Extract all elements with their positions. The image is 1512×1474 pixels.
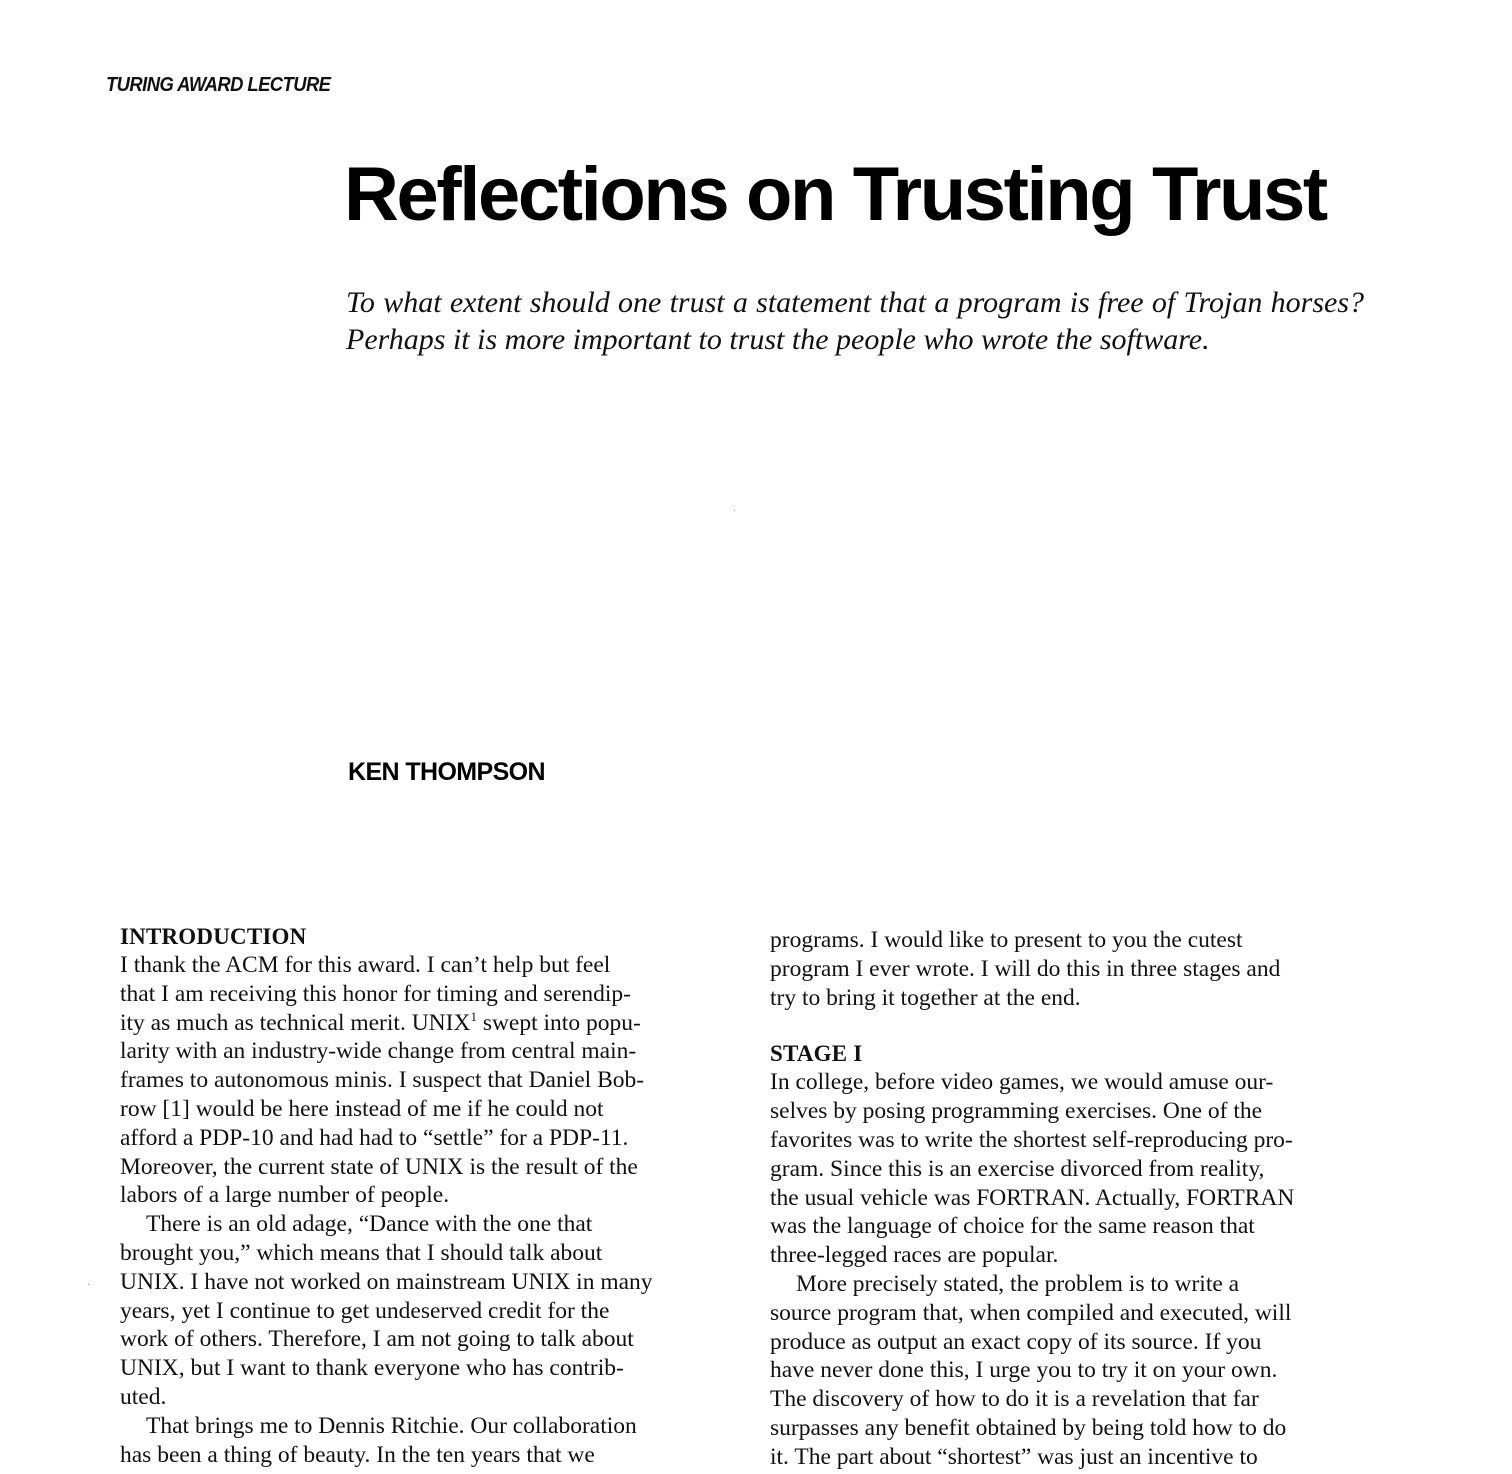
intro-paragraph-1 bbox=[120, 951, 730, 1210]
intro-paragraph-3 bbox=[120, 1412, 730, 1470]
text-line: gram. Since this is an exercise divorced from reality, bbox=[770, 1155, 1265, 1182]
text-line: programs. I would like to present to you the cutest bbox=[770, 927, 1243, 953]
text-line: The discovery of how to do it is a revelation that far bbox=[770, 1386, 1259, 1413]
text-line: afford a PDP-10 and had had to “settle” for a PDP-11. bbox=[120, 1124, 629, 1151]
text-line: labors of a large number of people. bbox=[120, 1182, 450, 1209]
text-line: That brings me to Dennis Ritchie. Our collaboration bbox=[146, 1412, 637, 1439]
text-line: row [1] would be here instead of me if he could not bbox=[120, 1095, 604, 1122]
text-line: uted. bbox=[120, 1383, 167, 1410]
text-line: Moreover, the current state of UNIX is the result of the bbox=[120, 1153, 638, 1180]
text-line: try to bring it together at the end. bbox=[770, 984, 1081, 1011]
article-deck: To what extent should one trust a statement that a program is free of Trojan horses? Perhaps it is more important to trust the people who wrote the software. bbox=[346, 286, 1364, 356]
text-line: UNIX, but I want to thank everyone who has contrib- bbox=[120, 1355, 624, 1382]
text-line: favorites was to write the shortest self-reproducing pro- bbox=[770, 1126, 1293, 1153]
intro-paragraph-2 bbox=[120, 1210, 730, 1412]
text-fragment: swept into popu- bbox=[476, 1009, 641, 1036]
text-line: has been a thing of beauty. In the ten years that we bbox=[120, 1441, 595, 1468]
text-line: that I am receiving this honor for timing and serendip- bbox=[120, 980, 631, 1007]
footnote-marker: 1 bbox=[470, 1008, 477, 1024]
text-line: source program that, when compiled and executed, will bbox=[770, 1299, 1292, 1326]
text-line: There is an old adage, “Dance with the one that bbox=[146, 1211, 593, 1238]
text-line: larity with an industry-wide change from central main- bbox=[120, 1038, 637, 1065]
intro-heading: INTRODUCTION bbox=[120, 924, 307, 949]
text-line: was the language of choice for the same reason that bbox=[770, 1213, 1255, 1240]
text-line: More precisely stated, the problem is to write a bbox=[796, 1270, 1240, 1297]
scan-speck bbox=[88, 1284, 89, 1285]
article-title: Reflections on Trusting Trust bbox=[344, 152, 1326, 237]
stage-1-heading: STAGE I bbox=[770, 1041, 863, 1067]
text-line: years, yet I continue to get undeserved credit for the bbox=[120, 1297, 610, 1324]
text-line: the usual vehicle was FORTRAN. Actually, FORTRAN bbox=[770, 1184, 1295, 1211]
text-line: three-legged races are popular. bbox=[770, 1242, 1059, 1269]
text-line: brought you,” which means that I should talk about bbox=[120, 1239, 603, 1266]
stage-1-paragraph-1 bbox=[770, 1068, 1380, 1270]
intro-continuation bbox=[770, 926, 1380, 1012]
text-line: frames to autonomous minis. I suspect that Daniel Bob- bbox=[120, 1067, 645, 1094]
text-fragment: ity as much as technical merit. UNIX bbox=[120, 1009, 471, 1036]
text-line: work of others. Therefore, I am not going to talk about bbox=[120, 1326, 634, 1353]
text-line: I thank the ACM for this award. I can’t help but feel bbox=[120, 952, 611, 978]
section-label: TURING AWARD LECTURE bbox=[106, 74, 331, 96]
right-column bbox=[770, 926, 1380, 1472]
section-gap bbox=[770, 1012, 1380, 1039]
text-line: it. The part about “shortest” was just an incentive to bbox=[770, 1443, 1258, 1470]
text-line: surpasses any benefit obtained by being told how to do bbox=[770, 1414, 1287, 1441]
author-name: KEN THOMPSON bbox=[348, 758, 545, 786]
text-line: program I ever wrote. I will do this in three stages and bbox=[770, 955, 1281, 982]
text-line: produce as output an exact copy of its source. If you bbox=[770, 1328, 1262, 1355]
scan-speck bbox=[734, 510, 735, 511]
text-line: selves by posing programming exercises. One of the bbox=[770, 1098, 1263, 1125]
text-line: have never done this, I urge you to try it on your own. bbox=[770, 1357, 1278, 1384]
text-line: UNIX. I have not worked on mainstream UNIX in many bbox=[120, 1268, 653, 1295]
text-line: In college, before video games, we would amuse our- bbox=[770, 1069, 1274, 1096]
left-column bbox=[120, 922, 730, 1469]
text-line bbox=[120, 1009, 730, 1038]
stage-1-paragraph-2 bbox=[770, 1270, 1380, 1472]
